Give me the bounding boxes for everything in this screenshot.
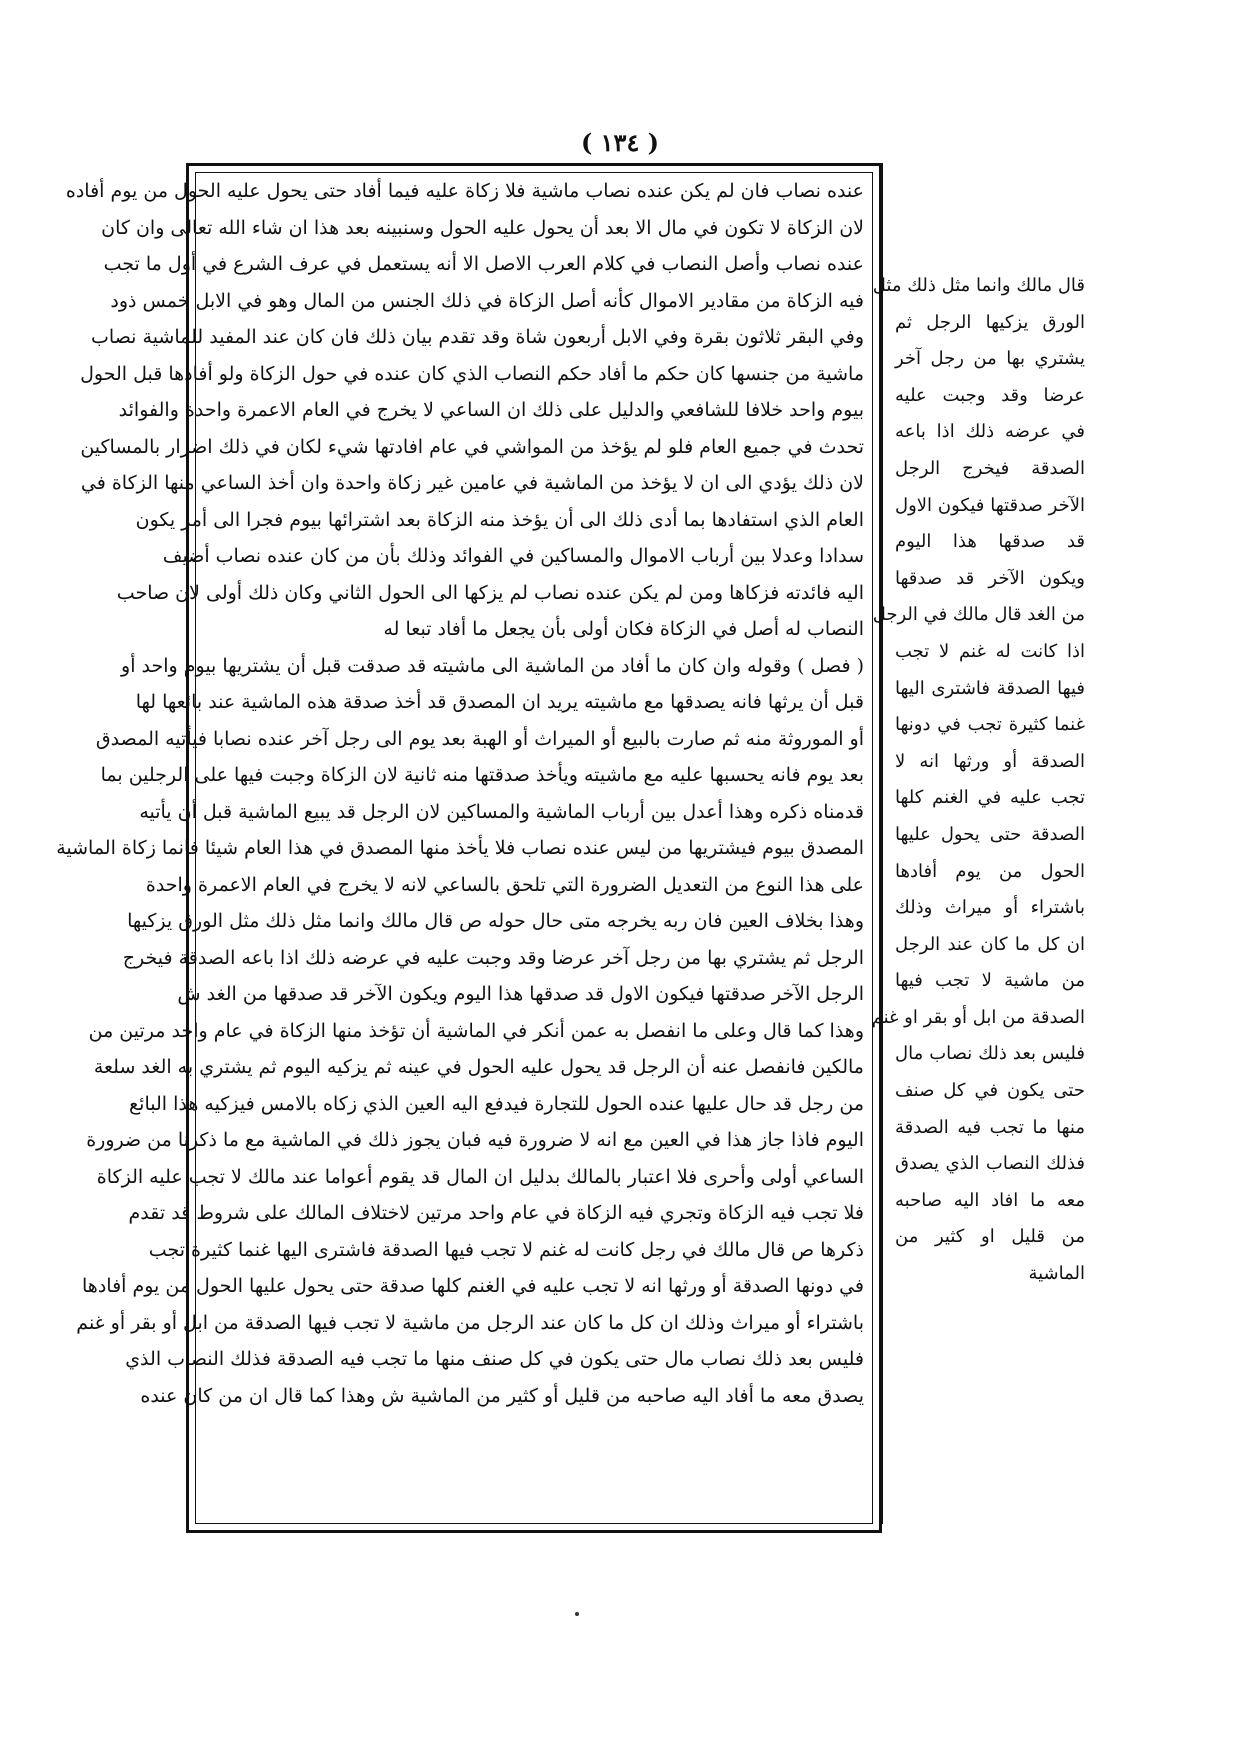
- margin-text-line: الورق يزكيها الرجل ثم: [895, 311, 1085, 333]
- margin-text-line: يشتري بها من رجل آخر: [895, 348, 1085, 370]
- footer-dot: [575, 1612, 579, 1616]
- main-text-line: النصاب له أصل في الزكاة فكان أولى بأن يجعل ما أفاد تبعا له: [383, 618, 864, 640]
- main-text-line: المصدق بيوم فيشتريها من ليس عنده نصاب فلا يأخذ منها المصدق في هذا العام شيئا فانما زكاة الماشية: [56, 837, 864, 859]
- margin-text-line: الحول من يوم أفادها: [895, 860, 1085, 882]
- margin-text-line: قال مالك وانما مثل ذلك مثل: [872, 275, 1085, 296]
- main-text-line: وفي البقر ثلاثون بقرة وفي الابل أربعون شاة وقد تقدم بيان ذلك فان كان عند المفيد للماشية نصاب: [91, 326, 864, 348]
- main-text-line: لان الزكاة لا تكون في مال الا بعد أن يحول عليه الحول وسنبينه بعد هذا ان شاء الله تعالى وان كان: [101, 216, 864, 239]
- main-text-line: اليه فائدته فزكاها ومن لم يكن عنده نصاب لم يزكها الى الحول الثاني وكان ذلك أولى لان صاحب: [116, 581, 864, 604]
- page-number: ( ١٣٤ ): [580, 128, 660, 157]
- main-text-line: العام الذي استفادها بما أدى ذلك الى أن يؤخذ منه الزكاة بعد اشترائها بيوم فجرا الى أمر يكون: [135, 508, 864, 531]
- main-text-line: الرجل الآخر صدقتها فيكون الاول قد صدقها هذا اليوم ويكون الآخر قد صدقها من الغد ش: [177, 983, 864, 1005]
- main-text-line: الرجل ثم يشتري بها من رجل آخر عرضا وقد وجبت عليه في عرضه ذلك اذا باعه الصدقة فيخرج: [122, 946, 864, 969]
- margin-text-line: من قليل او كثير من: [895, 1226, 1085, 1248]
- margin-text-line: فذلك النصاب الذي يصدق: [895, 1153, 1085, 1175]
- main-text-line: فليس بعد ذلك نصاب مال حتى يكون في كل صنف منها ما تجب فيه الصدقة فذلك النصاب الذي: [125, 1348, 864, 1370]
- main-text-line: قدمناه ذكره وهذا أعدل بين أرباب الماشية والمساكين لان الرجل قد يبيع الماشية قبل أن يأتيه: [139, 800, 864, 823]
- main-text-line: يصدق معه ما أفاد اليه صاحبه من قليل أو كثير من الماشية ش وهذا كما قال ان من كان عنده: [140, 1384, 864, 1407]
- main-text-line: فيه الزكاة من مقادير الاموال كأنه أصل الزكاة في ذلك الجنس من المال وهو في الابل خمس ذود: [110, 289, 864, 312]
- main-text-line: وهذا بخلاف العين فان ربه يخرجه متى حال حوله ص قال مالك وانما مثل ذلك مثل الورق يزكيها: [127, 910, 864, 932]
- main-text-line: عنده نصاب فان لم يكن عنده نصاب ماشية فلا زكاة عليه فيما أفاد حتى يحول عليه الحول من يوم أفاده: [65, 180, 864, 202]
- main-text-line: أو الموروثة منه ثم صارت بالبيع أو الميراث أو الهبة بعد يوم الى رجل آخر عنده نصابا فيأتيه المصدق: [95, 727, 864, 750]
- main-text-line: سدادا وعدلا بين أرباب الاموال والمساكين في الفوائد وذلك بأن من كان عنده نصاب أضيف: [162, 545, 864, 567]
- margin-text-line: اذا كانت له غنم لا تجب: [895, 640, 1085, 662]
- margin-text-line: من الغد قال مالك في الرجل: [872, 604, 1085, 626]
- margin-text-line: منها ما تجب فيه الصدقة: [895, 1116, 1085, 1138]
- main-text-line: في دونها الصدقة أو ورثها انه لا تجب عليه في الغنم كلها صدقة حتى يحول عليها الحول من يوم أفادها: [82, 1275, 864, 1297]
- margin-text-line: في عرضه ذلك اذا باعه: [895, 421, 1085, 443]
- margin-text-line: باشتراء أو ميراث وذلك: [895, 897, 1085, 919]
- main-text-line: ( فصل ) وقوله وان كان ما أفاد من الماشية الى ماشيته قد صدقت قبل أن يشتريها بيوم واحد أو: [121, 654, 864, 677]
- margin-text-line: الصدقة حتى يحول عليها: [895, 823, 1085, 845]
- margin-text-line: معه ما افاد اليه صاحبه: [895, 1189, 1085, 1211]
- margin-text-line: الصدقة من ابل أو بقر او غنم: [871, 1006, 1085, 1028]
- margin-text-line: الآخر صدقتها فيكون الاول: [895, 494, 1085, 516]
- main-text-line: وهذا كما قال وعلى ما انفصل به عمن أنكر في الماشية أن تؤخذ منها الزكاة في عام واحد مرتين من: [88, 1019, 864, 1042]
- main-text-line: مالكين فانفصل عنه أن الرجل قد يحول عليه الحول في عينه ثم يزكيه اليوم ثم يشتري به الغد سلعة: [93, 1056, 864, 1078]
- main-text-line: اليوم فاذا جاز هذا في العين مع انه لا ضرورة فيه فبان يجوز ذلك في الماشية مع ما ذكرنا من ضرورة: [86, 1129, 864, 1151]
- margin-text-line: من ماشية لا تجب فيها: [895, 970, 1085, 992]
- main-text-line: الساعي أولى وأحرى فلا اعتبار بالمالك بدليل ان المال قد يقوم أعواما عند مالك لا تجب عليه الزكاة: [96, 1165, 864, 1188]
- margin-text-line: فليس بعد ذلك نصاب مال: [895, 1043, 1085, 1065]
- main-text-line: بعد يوم فانه يحسبها عليه مع ماشيته ويأخذ صدقتها منه ثانية لان الزكاة وجبت فيها على الرجلين بما: [100, 764, 864, 786]
- main-text-line: عنده نصاب وأصل النصاب في كلام العرب الاصل الا أنه يستعمل في عرف الشرع في أول ما تجب: [103, 253, 864, 275]
- margin-text-line: غنما كثيرة تجب في دونها: [895, 714, 1085, 736]
- main-text-line: ذكرها ص قال مالك في رجل كانت له غنم لا تجب فيها الصدقة فاشترى اليها غنما كثيرة تجب: [148, 1238, 864, 1261]
- main-text-line: قبل أن يرثها فانه يصدقها مع ماشيته يريد ان المصدق قد أخذ صدقة هذه الماشية عند بائعها لها: [135, 691, 864, 713]
- margin-text-line: ويكون الآخر قد صدقها: [895, 567, 1085, 589]
- margin-text-line: الصدقة أو ورثها انه لا: [895, 750, 1085, 772]
- main-text-line: من رجل قد حال عليها عنده الحول للتجارة فيدفع اليه العين الذي زكاه بالامس فيزكيه هذا البائع: [129, 1092, 864, 1115]
- main-text-line: تحدث في جميع العام فلو لم يؤخذ من المواشي في عام افادتها شيء لكان في ذلك اضرار بالمساكين: [80, 435, 864, 458]
- main-text-line: على هذا النوع من التعديل الضرورة التي تلحق بالساعي لانه لا يخرج في العام الاعمرة واحدة: [145, 873, 864, 896]
- main-text-line: بيوم واحد خلافا للشافعي والدليل على ذلك ان الساعي لا يخرج في العام الاعمرة واحدة والفوائد: [118, 399, 864, 421]
- margin-text-block: [871, 268, 1085, 1285]
- margin-text-line: حتى يكون في كل صنف: [895, 1080, 1085, 1102]
- main-text-line: ماشية من جنسها كان حكم ما أفاد حكم النصاب الذي كان عنده في حول الزكاة ولو أفادها قبل الحول: [80, 362, 864, 385]
- main-text-block: [56, 173, 868, 1525]
- margin-text-line: عرضا وقد وجبت عليه: [895, 384, 1085, 406]
- margin-text-line: تجب عليه في الغنم كلها: [895, 787, 1085, 809]
- margin-text-line: ان كل ما كان عند الرجل: [895, 933, 1085, 955]
- main-text-line: باشتراء أو ميراث وذلك ان كل ما كان عند الرجل من ماشية لا تجب فيها الصدقة من ابل أو بقر أو غنم: [76, 1311, 864, 1334]
- margin-text-line: قد صدقها هذا اليوم: [895, 531, 1085, 553]
- margin-text-line: فيها الصدقة فاشترى اليها: [895, 677, 1085, 699]
- main-text-line: فلا تجب فيه الزكاة وتجري فيه الزكاة في عام واحد مرتين لاختلاف المالك على شروط قد تقدم: [128, 1202, 864, 1224]
- main-text-line: لان ذلك يؤدي الى ان لا يؤخذ من الماشية في عامين غير زكاة واحدة وان أخذ الساعي منها الزكاة في: [80, 472, 864, 494]
- margin-text-line: الصدقة فيخرج الرجل: [895, 457, 1085, 479]
- margin-text-line: الماشية: [1028, 1263, 1085, 1285]
